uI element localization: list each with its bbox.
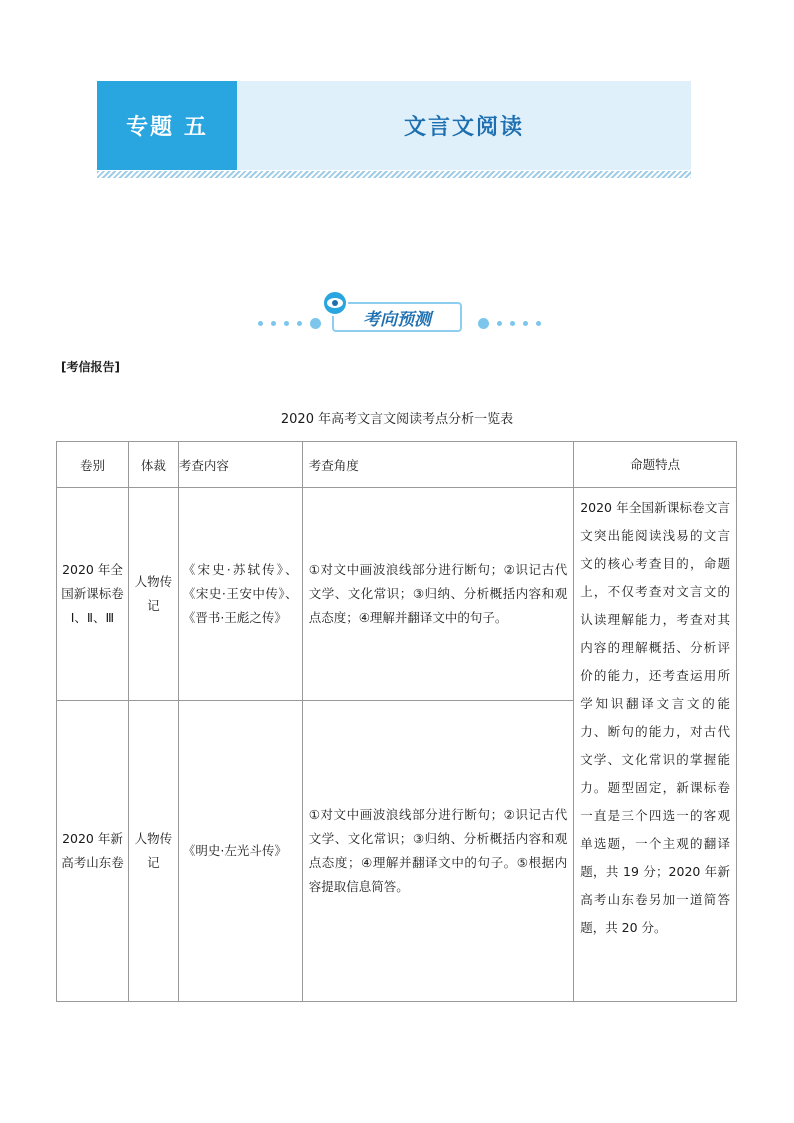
decor-dot <box>271 321 276 326</box>
header-angle: 考查角度 <box>302 442 574 488</box>
decor-dot <box>523 321 528 326</box>
chapter-banner <box>97 81 691 170</box>
topic-label: 专题 五 <box>97 81 237 170</box>
decor-dot <box>284 321 289 326</box>
cell-content: 《宋史·苏轼传》、《宋史·王安中传》、《晋书·王彪之传》 <box>178 488 302 701</box>
section-badge <box>332 302 462 332</box>
table-row <box>57 488 737 701</box>
cell-content: 《明史·左光斗传》 <box>178 701 302 1002</box>
decor-dot <box>536 321 541 326</box>
cell-paper: 2020 年新高考山东卷 <box>57 701 129 1002</box>
decor-dots-left <box>258 318 321 329</box>
decor-dot <box>297 321 302 326</box>
cell-angle: ①对文中画波浪线部分进行断句；②识记古代文学、文化常识；③归纳、分析概括内容和观点态度；④理解并翻译文中的句子。 <box>302 488 574 701</box>
table-caption: 2020 年高考文言文阅读考点分析一览表 <box>280 412 514 427</box>
cell-angle: ①对文中画波浪线部分进行断句；②识记古代文学、文化常识；③归纳、分析概括内容和观点态度；④理解并翻译文中的句子。⑤根据内容提取信息简答。 <box>302 701 574 1002</box>
header-content: 考查内容 <box>178 442 302 488</box>
topic-title: 文言文阅读 <box>403 114 524 140</box>
cell-genre: 人物传记 <box>128 488 178 701</box>
analysis-table <box>56 441 737 1002</box>
decor-dot <box>497 321 502 326</box>
decor-dot <box>510 321 515 326</box>
report-label: [考信报告] <box>61 360 120 374</box>
header-genre: 体裁 <box>128 442 178 488</box>
eye-icon <box>322 290 348 316</box>
header-paper: 卷别 <box>57 442 129 488</box>
decor-dot <box>310 318 321 329</box>
section-badge-label: 考向预测 <box>363 309 431 330</box>
decor-dot <box>258 321 263 326</box>
cell-features: 2020 年全国新课标卷文言文突出能阅读浅易的文言文的核心考查目的，命题上，不仅考查对文言文的认读理解能力，考查对其内容的理解概括、分析评价的能力，还考查运用所学知识翻译文言文的能力、断句的能力，对古代文学、文化常识的掌握能力。题型固定，新课标卷一直是三个四选一的客观单选题，一个主观的翻译题，共 19 分；2020 年新高考山东卷另加一道简答题，共 20 分。 <box>574 488 737 1002</box>
cell-paper: 2020 年全国新课标卷Ⅰ、Ⅱ、Ⅲ <box>57 488 129 701</box>
decor-dots-right <box>478 318 541 329</box>
cell-genre: 人物传记 <box>128 701 178 1002</box>
banner-stripe <box>97 171 691 178</box>
decor-dot <box>478 318 489 329</box>
header-features: 命题特点 <box>574 442 737 488</box>
table-header-row <box>57 442 737 488</box>
